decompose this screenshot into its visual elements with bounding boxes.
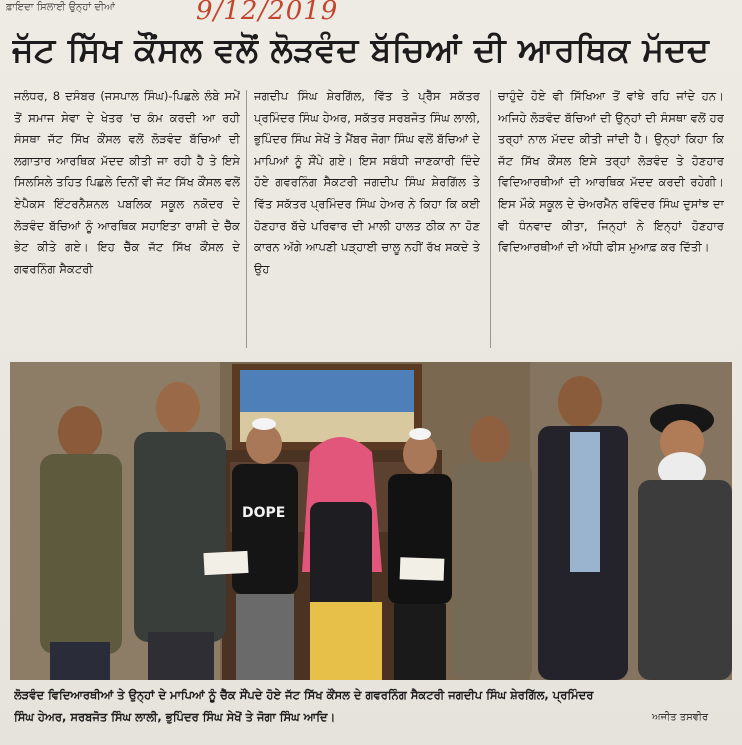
column-divider xyxy=(246,90,247,348)
masthead-strip: ਫ਼ਾਇਦਾ ਸਿਲਾਈ ਉਨ੍ਹਾਂ ਦੀਆਂ xyxy=(6,2,115,13)
headline: ਜੱਟ ਸਿੱਖ ਕੌਂਸਲ ਵਲੋਂ ਲੋੜਵੰਦ ਬੱਚਿਆਂ ਦੀ ਆਰਥਿਕ ਮੱਦਦ xyxy=(12,30,710,69)
photo-caption: ਲੋੜਵੰਦ ਵਿਦਿਆਰਥੀਆਂ ਤੇ ਉਨ੍ਹਾਂ ਦੇ ਮਾਪਿਆਂ ਨੂੰ ਚੈੱਕ ਸੌਂਪਦੇ ਹੋਏ ਜੱਟ ਸਿੱਖ ਕੌਂਸਲ ਦੇ ਗਵਰਨਿੰਗ ਸੈਕਟਰੀ ਜਗਦੀਪ ਸਿੰਘ ਸ਼ੇਰਗਿੱਲ, ਪ੍ਰਮਿੰਦਰ ਸਿੰਘ ਹੇਅਰ, ਸਰਬਜੋਤ ਸਿੰਘ ਲਾਲੀ, ਭੁਪਿੰਦਰ ਸਿੰਘ ਸੇਖੋਂ ਤੇ ਜੋਗਾ ਸਿੰਘ ਆਦਿ। xyxy=(14,688,594,724)
handwritten-date: 9/12/2019 xyxy=(196,0,339,26)
news-photo xyxy=(10,362,732,680)
column-divider xyxy=(490,90,491,348)
article-column-1: ਜਲੰਧਰ, 8 ਦਸੰਬਰ (ਜਸਪਾਲ ਸਿੰਘ)-ਪਿਛਲੇ ਲੰਬੇ ਸਮੇਂ ਤੋਂ ਸਮਾਜ ਸੇਵਾ ਦੇ ਖੇਤਰ 'ਚ ਕੰਮ ਕਰਦੀ ਆ ਰਹੀ ਸੰਸਥਾ ਜੱਟ ਸਿੱਖ ਕੌਂਸਲ ਵਲੋਂ ਲੋੜਵੰਦ ਬੱਚਿਆਂ ਦੀ ਲਗਾਤਾਰ ਆਰਥਿਕ ਮੱਦਦ ਕੀਤੀ ਜਾ ਰਹੀ ਹੈ ਤੇ ਇਸੇ ਸਿਲਸਿਲੇ ਤਹਿਤ ਪਿਛਲੇ ਦਿਨੀਂ ਵੀ ਜੱਟ ਸਿੱਖ ਕੌਂਸਲ ਵਲੋਂ ਏਪੈਕਸ ਇੰਟਰਨੈਸ਼ਨਲ ਪਬਲਿਕ ਸਕੂਲ ਨਕੋਦਰ ਦੇ ਲੋੜਵੰਦ ਬੱਚਿਆਂ ਨੂੰ ਆਰਥਿਕ ਸਹਾਇਤਾ ਰਾਸ਼ੀ ਦੇ ਚੈੱਕ ਭੇਟ ਕੀਤੇ ਗਏ। ਇਹ ਚੈੱਕ ਜੱਟ ਸਿੱਖ ਕੌਂਸਲ ਦੇ ਗਵਰਨਿੰਗ ਸੈਕਟਰੀ xyxy=(14,89,240,276)
shirt-print: DOPE xyxy=(242,505,286,521)
article-column-3: ਚਾਹੁੰਦੇ ਹੋਏ ਵੀ ਸਿੱਖਿਆ ਤੋਂ ਵਾਂਝੇ ਰਹਿ ਜਾਂਦੇ ਹਨ। ਅਜਿਹੇ ਲੋੜਵੰਦ ਬੱਚਿਆਂ ਦੀ ਉਨ੍ਹਾਂ ਦੀ ਸੰਸਥਾ ਵਲੋਂ ਹਰ ਤਰ੍ਹਾਂ ਨਾਲ ਮੱਦਦ ਕੀਤੀ ਜਾਂਦੀ ਹੈ। ਉਨ੍ਹਾਂ ਕਿਹਾ ਕਿ ਜੱਟ ਸਿੱਖ ਕੌਂਸਲ ਇਸੇ ਤਰ੍ਹਾਂ ਲੋੜਵੰਦ ਤੇ ਹੋਣਹਾਰ ਵਿਦਿਆਰਥੀਆਂ ਦੀ ਆਰਥਿਕ ਮੱਦਦ ਕਰਦੀ ਰਹੇਗੀ। ਇਸ ਮੌਕੇ ਸਕੂਲ ਦੇ ਚੇਅਰਮੈਨ ਰਵਿੰਦਰ ਸਿੰਘ ਦੁਸਾਂਝ ਦਾ ਵੀ ਧੰਨਵਾਦ ਕੀਤਾ, ਜਿਨ੍ਹਾਂ ਨੇ ਇਨ੍ਹਾਂ ਹੋਣਹਾਰ ਵਿਦਿਆਰਥੀਆਂ ਦੀ ਅੱਧੀ ਫੀਸ ਮੁਆਫ਼ ਕਰ ਦਿੱਤੀ। xyxy=(498,89,724,255)
article-body xyxy=(14,86,730,356)
article-column-2: ਜਗਦੀਪ ਸਿੰਘ ਸ਼ੇਰਗਿੱਲ, ਵਿੱਤ ਤੇ ਪ੍ਰੈੱਸ ਸਕੱਤਰ ਪ੍ਰਮਿੰਦਰ ਸਿੰਘ ਹੇਅਰ, ਸਕੱਤਰ ਸਰਬਜੋਤ ਸਿੰਘ ਲਾਲੀ, ਭੁਪਿੰਦਰ ਸਿੰਘ ਸੇਖੋਂ ਤੇ ਮੈਂਬਰ ਜੋਗਾ ਸਿੰਘ ਵਲੋਂ ਬੱਚਿਆਂ ਦੇ ਮਾਪਿਆਂ ਨੂੰ ਸੌਂਪੇ ਗਏ। ਇਸ ਸਬੰਧੀ ਜਾਣਕਾਰੀ ਦਿੰਦੇ ਹੋਏ ਗਵਰਨਿੰਗ ਸੈਕਟਰੀ ਜਗਦੀਪ ਸਿੰਘ ਸ਼ੇਰਗਿੱਲ ਤੇ ਵਿੱਤ ਸਕੱਤਰ ਪ੍ਰਮਿੰਦਰ ਸਿੰਘ ਹੇਅਰ ਨੇ ਕਿਹਾ ਕਿ ਕਈ ਹੋਣਹਾਰ ਬੱਚੇ ਪਰਿਵਾਰ ਦੀ ਮਾਲੀ ਹਾਲਤ ਠੀਕ ਨਾ ਹੋਣ ਕਾਰਨ ਅੱਗੇ ਆਪਣੀ ਪੜ੍ਹਾਈ ਚਾਲੂ ਨਹੀਂ ਰੱਖ ਸਕਦੇ ਤੇ ਉਹ xyxy=(254,89,480,276)
photo-credit: ਅਜੀਤ ਤਸਵੀਰ xyxy=(652,712,709,723)
